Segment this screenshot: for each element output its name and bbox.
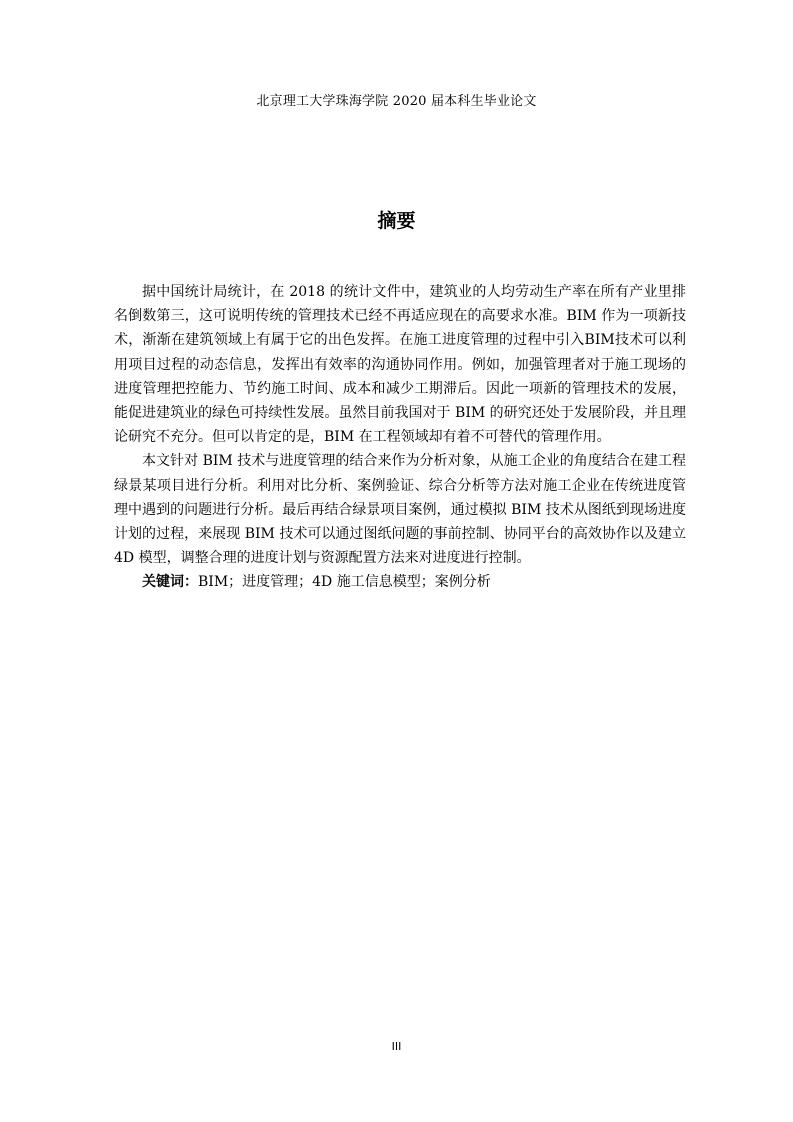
keywords-text: BIM；进度管理；4D 施工信息模型；案例分析 <box>198 574 491 591</box>
abstract-body <box>114 280 686 595</box>
keywords-line <box>114 570 686 594</box>
abstract-title: 摘要 <box>377 210 416 232</box>
page-number: III <box>391 1040 402 1053</box>
abstract-paragraph-1: 据中国统计局统计，在 2018 的统计文件中，建筑业的人均劳动生产率在所有产业里排名倒数第三，这可说明传统的管理技术已经不再适应现在的高要求水准。BIM 作为一项新技术，渐渐在建筑领域上有属于它的出色发挥。在施工进度管理的过程中引入BIM技术可以利用项目过程的动态信息，发挥出有效率的沟通协同作用。例如，加强管理者对于施工现场的进度管理把控能力、节约施工时间、成本和减少工期滞后。因此一项新的管理技术的发展，能促进建筑业的绿色可持续性发展。虽然目前我国对于 BIM 的研究还处于发展阶段，并且理论研究不充分。但可以肯定的是，BIM 在工程领域却有着不可替代的管理作用。 <box>114 284 686 446</box>
abstract-paragraph-2: 本文针对 BIM 技术与进度管理的结合来作为分析对象，从施工企业的角度结合在建工程绿景某项目进行分析。利用对比分析、案例验证、综合分析等方法对施工企业在传统进度管理中遇到的问题进行分析。最后再结合绿景项目案例，通过模拟 BIM 技术从图纸到现场进度计划的过程，来展现 BIM 技术可以通过图纸问题的事前控制、协同平台的高效协作以及建立 4D 模型，调整合理的进度计划与资源配置方法来对进度进行控制。 <box>114 453 686 567</box>
page-header: 北京理工大学珠海学院 2020 届本科生毕业论文 <box>256 94 537 109</box>
keywords-label: 关键词： <box>142 574 198 591</box>
